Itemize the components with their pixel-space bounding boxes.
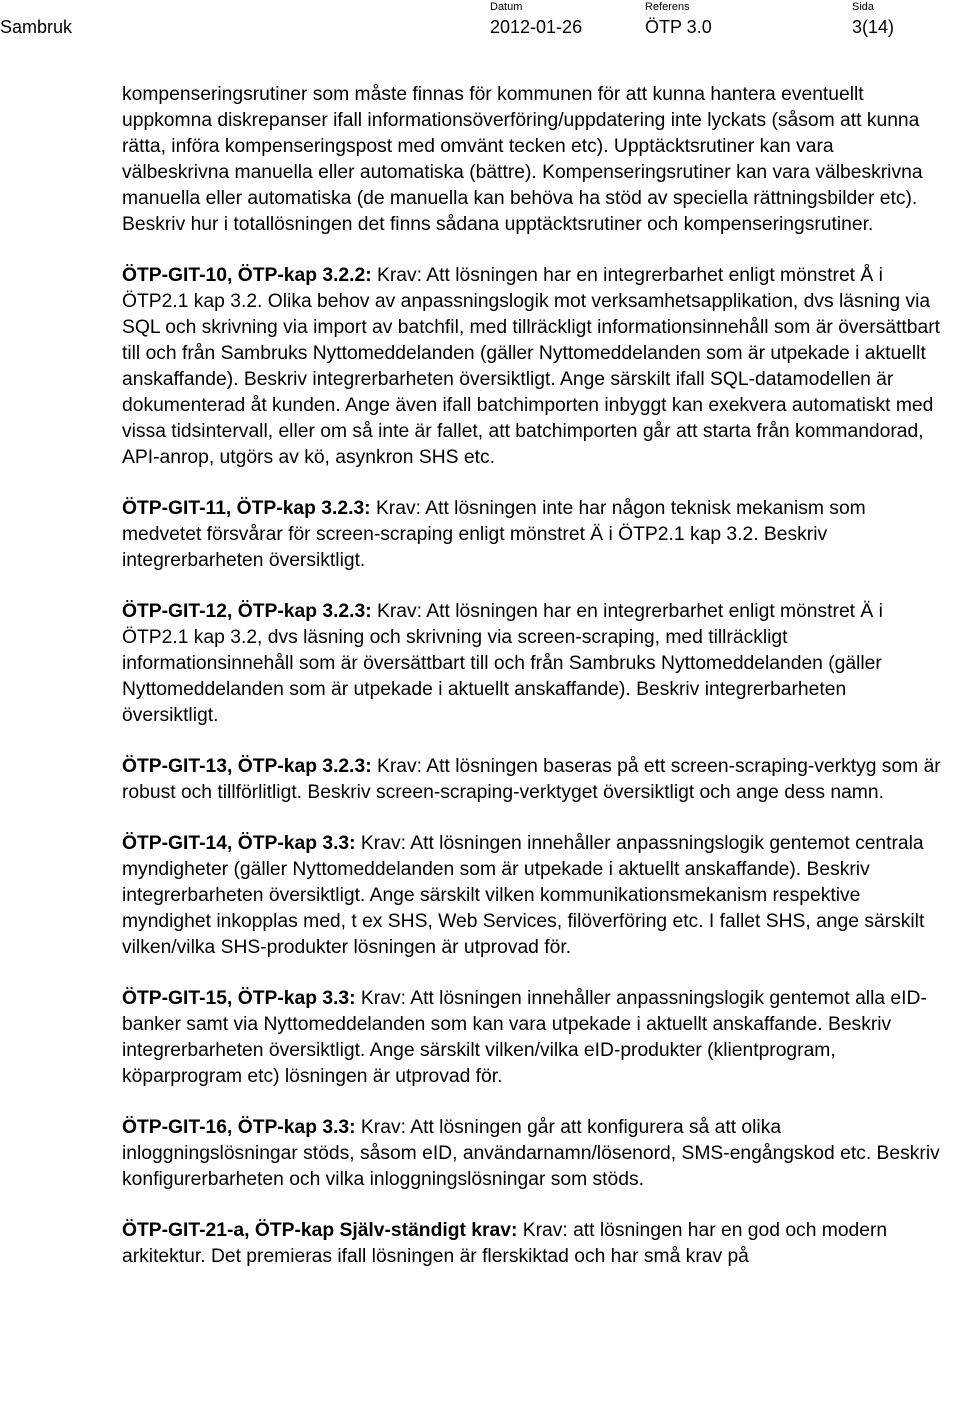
requirement-text: Krav: Att lösningen har en integrerbarhet enligt mönstret Ä i ÖTP2.1 kap 3.2, dvs läsning och skrivning via screen-scraping, med tillräckligt informationsinnehåll som är översättbart till och från Sambruks Nyttomeddelanden (gäller Nyttomeddelanden som är utpekade i aktuellt anskaffande). Beskriv integrerbarheten översiktligt.: [122, 601, 883, 726]
requirement-git-11: [122, 496, 942, 574]
page-number: 3(14): [852, 17, 895, 37]
requirement-git-12: [122, 599, 942, 729]
requirement-text: Krav: Att lösningen innehåller anpassningslogik gentemot centrala myndigheter (gäller Nyttomeddelanden som är utpekade i aktuellt anskaffande). Beskriv integrerbarheten översiktligt. Ange särskilt vilken kommunikationsmekanism respektive myndighet inkopplas med, t ex SHS, Web Services, filöverföring etc. I fallet SHS, ange särskilt vilken/vilka SHS-produkter lösningen är utprovad för.: [122, 833, 925, 958]
requirement-text: Krav: att lösningen har en god och modern arkitektur. Det premieras ifall lösningen är flerskiktad och har små krav på: [122, 1220, 888, 1267]
requirement-code: ÖTP-GIT-11, ÖTP-kap 3.2.3:: [122, 498, 371, 519]
requirement-git-14: [122, 831, 942, 961]
document-body: [122, 82, 942, 1270]
requirement-code: ÖTP-GIT-13, ÖTP-kap 3.2.3:: [122, 756, 372, 777]
date-label: Datum: [490, 1, 523, 13]
reference-label: Referens: [645, 1, 690, 13]
date-value: 2012-01-26: [490, 17, 583, 37]
requirement-code: ÖTP-GIT-16, ÖTP-kap 3.3:: [122, 1117, 356, 1138]
page-header: [0, 0, 960, 44]
requirement-git-10: [122, 263, 942, 471]
requirement-code: ÖTP-GIT-15, ÖTP-kap 3.3:: [122, 988, 356, 1009]
org-name: Sambruk: [0, 17, 73, 37]
requirement-text: Krav: Att lösningen baseras på ett screen-scraping-verktyg som är robust och tillförlitligt. Beskriv screen-scraping-verktyget översiktligt och ange dess namn.: [122, 756, 941, 803]
requirement-code: ÖTP-GIT-21-a, ÖTP-kap Själv-ständigt krav:: [122, 1220, 518, 1241]
requirement-text: Krav: Att lösningen innehåller anpassningslogik gentemot alla eID-banker samt via Nyttomeddelanden som kan vara utpekade i aktuellt anskaffande. Beskriv integrerbarheten översiktligt. Ange särskilt vilken/vilka eID-produkter (klientprogram, köparprogram etc) lösningen är utprovad för.: [122, 988, 927, 1087]
requirement-git-15: [122, 986, 942, 1090]
requirement-text: Krav: Att lösningen går att konfigurera så att olika inloggningslösningar stöds, såsom eID, användarnamn/lösenord, SMS-engångskod etc. Beskriv konfigurerbarheten och vilka inloggningslösningar som stöds.: [122, 1117, 940, 1190]
requirement-git-21-a: [122, 1218, 942, 1270]
requirement-git-16: [122, 1115, 942, 1193]
requirement-code: ÖTP-GIT-10, ÖTP-kap 3.2.2:: [122, 265, 372, 286]
requirement-code: ÖTP-GIT-12, ÖTP-kap 3.2.3:: [122, 601, 372, 622]
requirement-code: ÖTP-GIT-14, ÖTP-kap 3.3:: [122, 833, 356, 854]
intro-paragraph: kompenseringsrutiner som måste finnas för kommunen för att kunna hantera eventuellt uppkomna diskrepanser ifall informationsöverföring/uppdatering inte lyckats (såsom att kunna rätta, införa kompenseringspost med omvänt tecken etc). Upptäcktsrutiner kan vara välbeskrivna manuella eller automatiska (bättre). Kompenseringsrutiner kan vara välbeskrivna manuella eller automatiska (de manuella kan behöva ha stöd av speciella rättningsbilder etc). Beskriv hur i totallösningen det finns sådana upptäcktsrutiner och kompenseringsrutiner.: [122, 84, 923, 235]
requirement-text: Krav: Att lösningen inte har någon teknisk mekanism som medvetet försvårar för screen-scraping enligt mönstret Ä i ÖTP2.1 kap 3.2. Beskriv integrerbarheten översiktligt.: [122, 498, 866, 571]
page-label: Sida: [852, 1, 875, 13]
requirement-text: Krav: Att lösningen har en integrerbarhet enligt mönstret Å i ÖTP2.1 kap 3.2. Olika behov av anpassningslogik mot verksamhetsapplikation, dvs läsning via SQL och skrivning via import av batchfil, med tillräckligt informationsinnehåll som är översättbart till och från Sambruks Nyttomeddelanden (gäller Nyttomeddelanden som är utpekade i aktuellt anskaffande). Beskriv integrerbarheten översiktligt. Ange särskilt ifall SQL-datamodellen är dokumenterad åt kunden. Ange även ifall batchimporten inbyggt kan exekvera automatiskt med vissa tidsintervall, eller om så inte är fallet, att batchimporten går att starta från kommandorad, API-anrop, utgörs av kö, asynkron SHS etc.: [122, 265, 941, 468]
reference-value: ÖTP 3.0: [645, 17, 712, 37]
requirement-git-13: [122, 754, 942, 806]
